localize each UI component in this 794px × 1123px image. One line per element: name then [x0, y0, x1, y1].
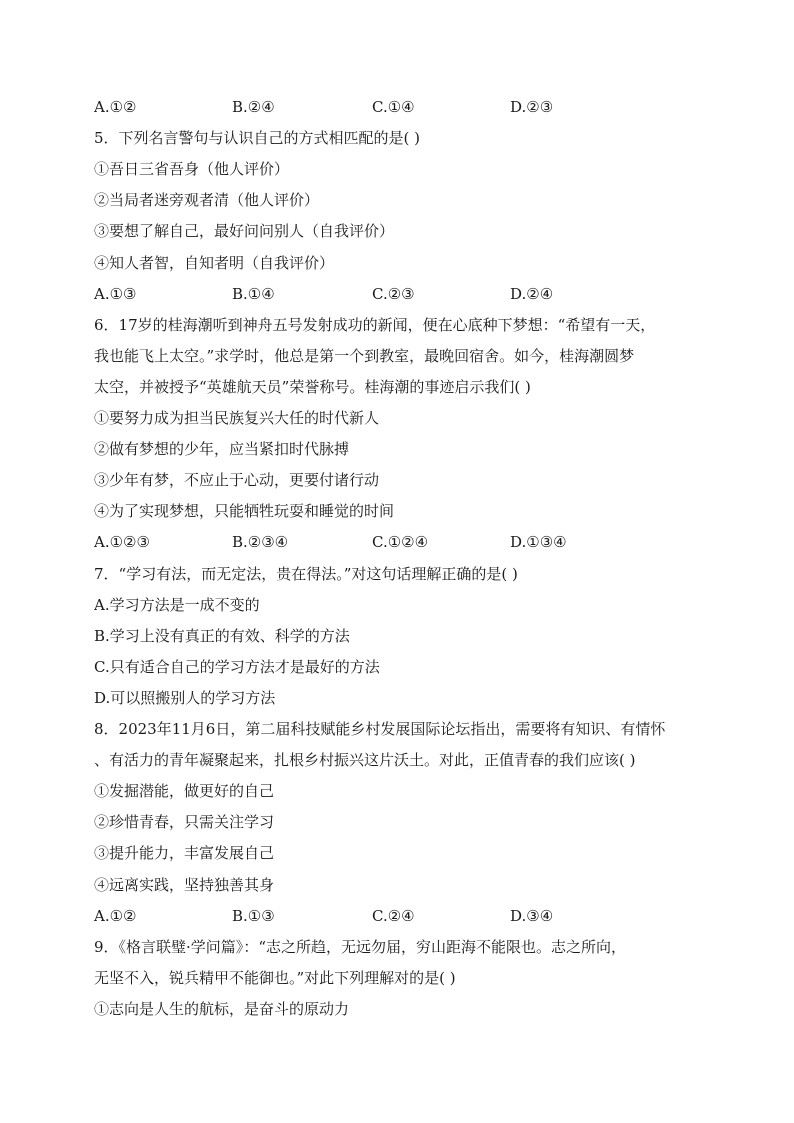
- answer-option-a: A.①②: [94, 98, 137, 116]
- text-line: ①要努力成为担当民族复兴大任的时代新人: [94, 409, 380, 427]
- answer-options-row: [94, 279, 704, 310]
- text-line: A.学习方法是一成不变的: [94, 596, 260, 614]
- answer-option-a: A.①②: [94, 907, 137, 925]
- text-line: 、有活力的青年凝聚起来，扎根乡村振兴这片沃土。对此，正值青春的我们应该( ): [94, 751, 636, 769]
- answer-option-b: B.②③④: [232, 533, 289, 551]
- answer-options-row: [94, 92, 704, 123]
- answer-option-a: A.①③: [94, 285, 137, 303]
- text-line: ④为了实现梦想，只能牺牲玩耍和睡觉的时间: [94, 502, 395, 520]
- answer-option-b: B.②④: [232, 98, 275, 116]
- answer-option-c: C.②③: [372, 285, 415, 303]
- text-line: ②做有梦想的少年，应当紧扣时代脉搏: [94, 440, 350, 458]
- answer-option-b: B.①③: [232, 907, 275, 925]
- answer-options-row: [94, 901, 704, 932]
- answer-option-b: B.①④: [232, 285, 275, 303]
- text-line: 9．《格言联璧·学问篇》：“志之所趋，无远勿届，穷山距海不能限也。志之所向，: [94, 938, 626, 956]
- text-line: 我也能飞上太空。”求学时，他总是第一个到教室，最晚回宿舍。如今，桂海潮圆梦: [94, 347, 635, 365]
- answer-option-a: A.①②③: [94, 533, 150, 551]
- text-line: ④远离实践，坚持独善其身: [94, 876, 275, 894]
- text-line: ①发掘潜能，做更好的自己: [94, 782, 275, 800]
- text-line: ②珍惜青春，只需关注学习: [94, 813, 275, 831]
- text-line: D.可以照搬别人的学习方法: [94, 689, 276, 707]
- text-line: ③提升能力，丰富发展自己: [94, 844, 275, 862]
- answer-option-c: C.①②④: [372, 533, 429, 551]
- text-line: B.学习上没有真正的有效、科学的方法: [94, 627, 350, 645]
- text-line: ①吾日三省吾身（他人评价）: [94, 160, 290, 178]
- answer-option-d: D.②③: [510, 98, 554, 116]
- answer-options-row: [94, 527, 704, 558]
- answer-option-d: D.①③④: [510, 533, 567, 551]
- answer-option-d: D.②④: [510, 285, 554, 303]
- text-line: 5．下列名言警句与认识自己的方式相匹配的是( ): [94, 129, 421, 147]
- text-line: C.只有适合自己的学习方法才是最好的方法: [94, 658, 380, 676]
- text-line: ③要想了解自己，最好问问别人（自我评价）: [94, 222, 395, 240]
- answer-option-c: C.①④: [372, 98, 415, 116]
- text-line: ①志向是人生的航标，是奋斗的原动力: [94, 1000, 350, 1018]
- text-line: 太空，并被授予“英雄航天员”荣誉称号。桂海潮的事迹启示我们( ): [94, 378, 531, 396]
- text-line: ④知人者智，自知者明（自我评价）: [94, 254, 335, 272]
- text-line: ③少年有梦，不应止于心动，更要付诸行动: [94, 471, 380, 489]
- text-line: 无坚不入，锐兵精甲不能御也。”对此下列理解对的是( ): [94, 969, 456, 987]
- text-line: 7．“学习有法，而无定法，贵在得法。”对这句话理解正确的是( ): [94, 565, 518, 583]
- answer-option-c: C.②④: [372, 907, 415, 925]
- text-line: 6．17岁的桂海潮听到神舟五号发射成功的新闻，便在心底种下梦想：“希望有一天，: [94, 316, 656, 334]
- text-line: 8．2023年11月6日，第二届科技赋能乡村发展国际论坛指出，需要将有知识、有情怀: [94, 720, 666, 738]
- answer-option-d: D.③④: [510, 907, 554, 925]
- text-line: ②当局者迷旁观者清（他人评价）: [94, 191, 320, 209]
